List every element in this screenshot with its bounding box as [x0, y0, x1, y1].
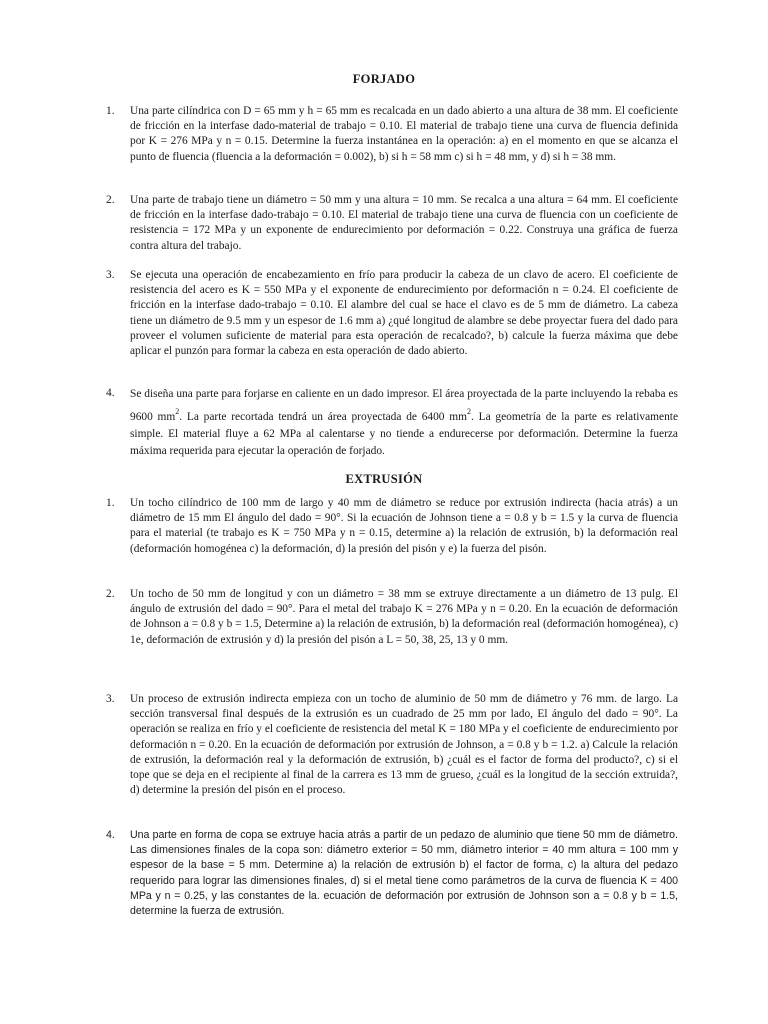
superscript: 2 [175, 407, 180, 416]
problem-text: Un proceso de extrusión indirecta empieza con un tocho de aluminio de 50 mm de diámetro y 76 mm. de largo. La sección transversal final después de la extrusión es un cuadrado de 25 mm por lado, El ángulo del dado = 90°. La operación se realiza en frío y el coeficiente de resistencia del metal K = 180 MPa y el coeficiente de endurecimiento por deformación n = 0.20. En la ecuación de deformación por extrusión de Johnson, a = 0.8 y b = 1.2. a) Calcule la relación de extrusión, la deformación real y la deformación de extrusión, b) ¿cuál es el factor de forma del producto?, c) si el tope que se deja en el recipiente al final de la carrera es 13 mm de grueso, ¿cuál es la longitud de la sección extruida?, d) determine la presión del pisón en el proceso. [130, 693, 678, 797]
problem-text: Un tocho de 50 mm de longitud y con un diámetro = 38 mm se extruye directamente a un diámetro de 13 pulg. El ángulo de extrusión del dado = 90°. Para el metal del trabajo K = 276 MPa y n = 0.20. En la ecuación de deformación de Johnson a = 0.8 y b = 1.5, Determine a) la relación de extrusión, b) la deformación real (deformación homogénea), c) 1e, deformación de extrusión y d) la presión del pisón a L = 50, 38, 25, 13 y 0 mm. [130, 588, 679, 646]
problem-number: 3. [106, 693, 115, 705]
problem-text-part: Se diseña una parte para forjarse en caliente en un dado impresor. El área proyectada de la parte incluyendo la rebaba es 9600 mm [130, 388, 678, 423]
forjado-problem-4 [106, 386, 678, 460]
problem-text-part: . La parte recortada tendrá un área proyectada de 6400 mm [179, 411, 467, 423]
forjado-heading: FORJADO [352, 72, 416, 86]
problem-number: 3. [106, 269, 115, 281]
extrusion-problem-3 [106, 692, 678, 798]
problem-number: 2. [106, 194, 115, 206]
problem-text: Una parte en forma de copa se extruye hacia atrás a partir de un pedazo de aluminio que tiene 50 mm de diámetro. Las dimensiones finales de la copa son: diámetro exterior = 50 mm, diámetro interior = 40 mm altura = 100 mm y espesor de la base = 5 mm. Determine a) la relación de extrusión b) el factor de forma, c) la altura del pedazo requerido para lograr las dimensiones finales, d) si el metal tiene como parámetros de la curva de fluencia K = 400 MPa y n = 0.25, y las constantes de la. ecuación de deformación por extrusión de Johnson son a = 0.8 y b = 1.5, determine la fuerza de extrusión. [130, 829, 678, 918]
forjado-problem-2 [106, 193, 678, 254]
forjado-problem-3 [106, 268, 678, 359]
problem-number: 2. [106, 588, 115, 600]
extrusion-problem-1 [106, 496, 678, 557]
problem-number: 1. [106, 497, 115, 509]
problem-number: 1. [106, 105, 115, 117]
forjado-problem-1 [106, 104, 678, 165]
problem-text: Se ejecuta una operación de encabezamiento en frío para producir la cabeza de un clavo de acero. El coeficiente de resistencia del acero es K = 550 MPa y el exponente de endurecimiento por deformación n = 0.24. El coeficiente de fricción en la interfase dado-trabajo = 0.10. El alambre del cual se hace el clavo es de 5 mm de diámetro. La cabeza tiene un diámetro de 9.5 mm y un espesor de 1.6 mm a) ¿qué longitud de alambre se debe proyectar fuera del dado para proveer el volumen suficiente de material para esta operación de recalcado?, b) calcule la fuerza máxima que debe aplicar el punzón para formar la cabeza en esta operación de dado abierto. [130, 269, 678, 358]
problem-number: 4. [106, 829, 115, 841]
problem-text-part: . La geometría de la parte es relativamente simple. El material fluye a 62 MPa al calentarse y no tiende a endurecerse por deformación. Determine la fuerza máxima requerida para ejecutar la operación de forjado. [130, 411, 678, 457]
extrusion-problem-4 [106, 828, 678, 919]
superscript: 2 [467, 407, 471, 416]
problem-text [130, 386, 678, 460]
problem-text: Un tocho cilíndrico de 100 mm de largo y 40 mm de diámetro se reduce por extrusión indirecta (hacia atrás) a un diámetro de 15 mm El ángulo del dado = 90°. Si la ecuación de Johnson tiene a = 0.8 y b = 1.5 y la curva de fluencia para el material (te trabajo es K = 750 MPa y n = 0.15, determine a) la relación de extrusión, b) la deformación real (deformación homogénea c) la deformación, d) la presión del pisón y e) la fuerza del pisón. [130, 497, 678, 555]
extrusion-problem-2 [106, 587, 678, 648]
extrusion-heading: EXTRUSIÓN [345, 472, 423, 486]
problem-text: Una parte de trabajo tiene un diámetro = 50 mm y una altura = 10 mm. Se recalca a una altura = 64 mm. El coeficiente de fricción en la interfase dado-trabajo = 0.10. El material de trabajo tiene una curva de fluencia con un coeficiente de resistencia = 172 MPa y un exponente de endurecimiento por deformación = 0.22. Construya una gráfica de fuerza contra altura del trabajo. [130, 194, 678, 252]
problem-text: Una parte cilíndrica con D = 65 mm y h = 65 mm es recalcada en un dado abierto a una altura de 38 mm. El coeficiente de fricción en la interfase dado-material de trabajo = 0.10. El material de trabajo tiene una curva de fluencia definida por K = 276 MPa y n = 0.15. Determine la fuerza instantánea en la operación: a) en el momento en que se alcanza el punto de fluencia (fluencia a la deformación = 0.002), b) si h = 58 mm c) si h = 48 mm, y d) si h = 38 mm. [130, 105, 678, 163]
problem-number: 4. [106, 387, 115, 399]
